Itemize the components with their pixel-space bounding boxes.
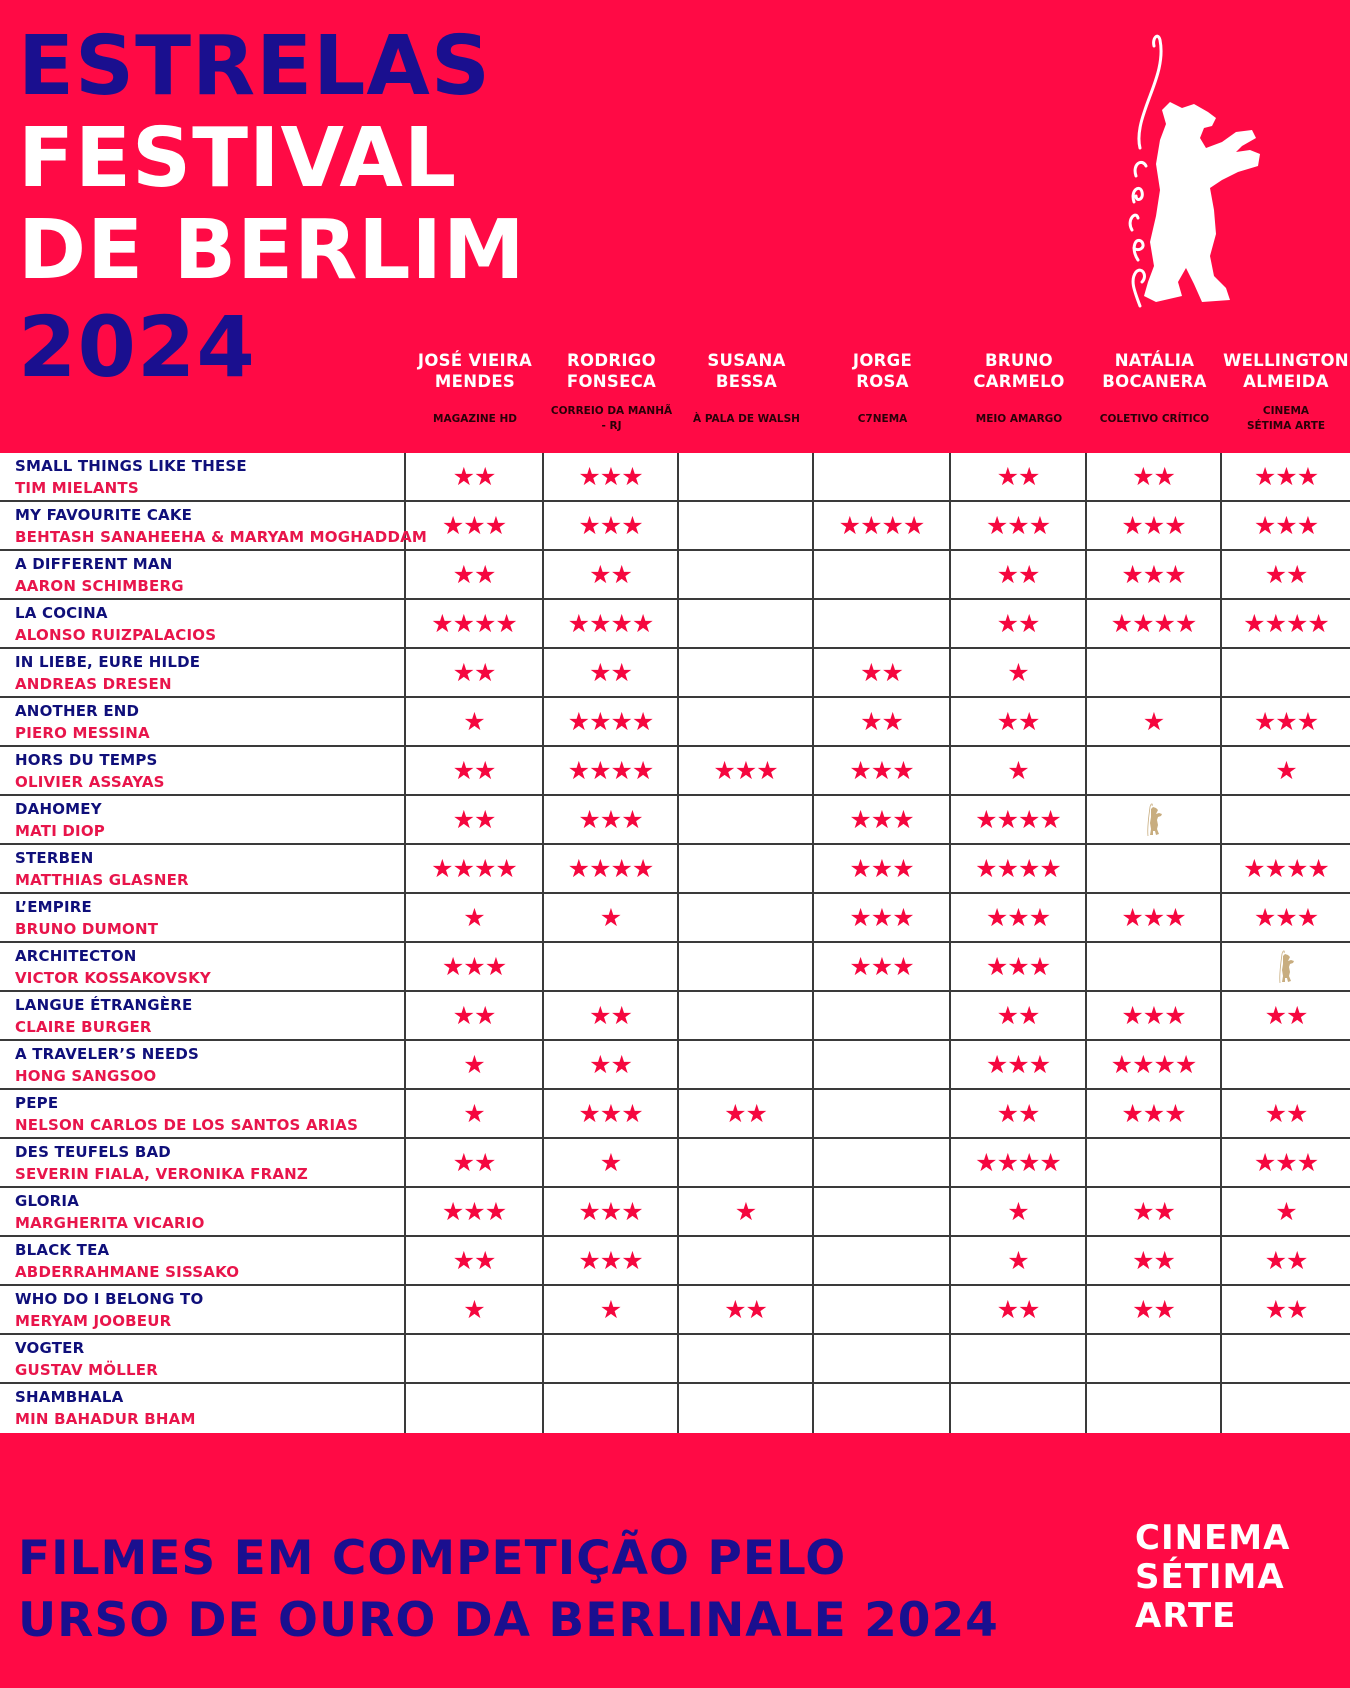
film-cell <box>0 894 406 941</box>
rating-cell <box>679 453 814 500</box>
film-director: AARON SCHIMBERG <box>15 577 184 595</box>
rating-cell: ★★ <box>406 453 544 500</box>
rating-cell <box>951 1335 1087 1382</box>
rating-cell: ★★★ <box>1087 551 1222 598</box>
rating-cell <box>814 1237 951 1284</box>
rating-cell: ★★★ <box>406 943 544 990</box>
rating-cell: ★★★★ <box>406 600 544 647</box>
ratings-table <box>0 453 1350 1433</box>
rating-cell <box>679 698 814 745</box>
film-title: L’EMPIRE <box>15 898 92 916</box>
rating-cell: ★★★ <box>544 453 679 500</box>
rating-cell <box>814 600 951 647</box>
film-director: GUSTAV MÖLLER <box>15 1361 158 1379</box>
rating-cell: ★ <box>406 698 544 745</box>
film-cell <box>0 600 406 647</box>
table-row <box>0 698 1350 747</box>
film-title: ARCHITECTON <box>15 947 137 965</box>
critic-header-row <box>406 350 1350 450</box>
rating-cell: ★★★ <box>544 1237 679 1284</box>
golden-bear-icon <box>1275 948 1297 986</box>
rating-cell: ★★★★ <box>406 845 544 892</box>
rating-cell: ★★★ <box>1087 1090 1222 1137</box>
film-title: LA COCINA <box>15 604 108 622</box>
rating-cell: ★★★ <box>814 796 951 843</box>
footer-caption: FILMES EM COMPETIÇÃO PELO URSO DE OURO DA BERLINALE 2024 <box>18 1531 999 1648</box>
rating-cell: ★★ <box>1087 1188 1222 1235</box>
rating-cell: ★★★★ <box>544 845 679 892</box>
rating-cell: ★★ <box>406 649 544 696</box>
rating-cell: ★★ <box>1087 453 1222 500</box>
rating-cell: ★★★ <box>544 502 679 549</box>
rating-cell <box>544 1384 679 1433</box>
rating-cell <box>1222 1041 1350 1088</box>
rating-cell: ★★★★ <box>544 747 679 794</box>
table-row <box>0 1188 1350 1237</box>
critic-header-6: NATÁLIA BOCANERA COLETIVO CRÍTICO <box>1087 350 1222 450</box>
film-title: PEPE <box>15 1094 59 1112</box>
rating-cell <box>679 1041 814 1088</box>
rating-cell <box>814 1188 951 1235</box>
rating-cell <box>544 1335 679 1382</box>
table-row <box>0 1286 1350 1335</box>
rating-cell <box>679 1139 814 1186</box>
rating-cell <box>1087 943 1222 990</box>
rating-cell <box>1087 747 1222 794</box>
rating-cell <box>1087 1139 1222 1186</box>
film-cell <box>0 796 406 843</box>
rating-cell <box>1087 1335 1222 1382</box>
rating-cell: ★ <box>544 894 679 941</box>
rating-cell: ★★★ <box>406 502 544 549</box>
critic-header-3: SUSANA BESSA À PALA DE WALSH <box>679 350 814 450</box>
film-title: ANOTHER END <box>15 702 140 720</box>
rating-cell: ★★ <box>951 698 1087 745</box>
rating-cell: ★★★ <box>1253 462 1319 491</box>
rating-cell: ★★ <box>1264 1246 1308 1275</box>
table-row <box>0 551 1350 600</box>
rating-cell: ★★ <box>406 1237 544 1284</box>
rating-cell: ★★★ <box>544 1090 679 1137</box>
film-cell <box>0 1188 406 1235</box>
rating-cell <box>814 1041 951 1088</box>
rating-cell <box>814 1139 951 1186</box>
rating-cell-golden-bear <box>1087 796 1222 843</box>
rating-cell: ★★★ <box>814 845 951 892</box>
rating-cell: ★★ <box>544 551 679 598</box>
rating-cell: ★★ <box>544 1041 679 1088</box>
film-title: VOGTER <box>15 1339 85 1357</box>
table-row <box>0 943 1350 992</box>
rating-cell: ★★★★ <box>1243 609 1329 638</box>
film-cell <box>0 992 406 1039</box>
berlinale-bear-logo-icon <box>1090 20 1290 330</box>
rating-cell: ★★★ <box>1087 894 1222 941</box>
rating-cell: ★★★ <box>544 1188 679 1235</box>
film-director: MATI DIOP <box>15 822 105 840</box>
rating-cell: ★ <box>1087 698 1222 745</box>
rating-cell: ★★ <box>951 453 1087 500</box>
film-director: PIERO MESSINA <box>15 724 150 742</box>
rating-cell: ★★ <box>951 600 1087 647</box>
rating-cell: ★★ <box>406 551 544 598</box>
rating-cell: ★★★★ <box>544 698 679 745</box>
table-row <box>0 894 1350 943</box>
rating-cell: ★★ <box>1264 560 1308 589</box>
rating-cell: ★★★ <box>1253 707 1319 736</box>
film-director: BRUNO DUMONT <box>15 920 159 938</box>
rating-cell <box>1087 845 1222 892</box>
film-title: HORS DU TEMPS <box>15 751 158 769</box>
cinema-setima-arte-logo: CINEMA SÉTIMA ARTE <box>1135 1518 1291 1636</box>
rating-cell: ★★ <box>1087 1237 1222 1284</box>
rating-cell: ★★ <box>406 1139 544 1186</box>
rating-cell <box>1222 796 1350 843</box>
rating-cell: ★★★ <box>1253 903 1319 932</box>
rating-cell: ★★★ <box>951 943 1087 990</box>
film-title: SHAMBHALA <box>15 1388 124 1406</box>
rating-cell <box>679 1335 814 1382</box>
rating-cell: ★★★★ <box>1087 1041 1222 1088</box>
rating-cell: ★ <box>951 649 1087 696</box>
film-cell <box>0 1237 406 1284</box>
film-director: ABDERRAHMANE SISSAKO <box>15 1263 240 1281</box>
film-cell <box>0 1041 406 1088</box>
rating-cell: ★ <box>406 894 544 941</box>
table-row <box>0 747 1350 796</box>
rating-cell: ★★★ <box>1253 1148 1319 1177</box>
golden-bear-icon <box>1143 801 1165 839</box>
rating-cell <box>1087 1384 1222 1433</box>
rating-cell: ★★★ <box>1087 502 1222 549</box>
rating-cell: ★★★★ <box>544 600 679 647</box>
rating-cell <box>1222 1384 1350 1433</box>
rating-cell: ★ <box>406 1041 544 1088</box>
film-cell <box>0 698 406 745</box>
film-title: BLACK TEA <box>15 1241 110 1259</box>
rating-cell <box>951 1384 1087 1433</box>
title-de-berlim: DE BERLIM <box>18 203 526 298</box>
film-cell <box>0 502 428 549</box>
critic-outlet: CORREIO DA MANHÃ - RJ <box>550 405 673 432</box>
film-director: HONG SANGSOO <box>15 1067 157 1085</box>
table-row <box>0 796 1350 845</box>
film-director: ANDREAS DRESEN <box>15 675 172 693</box>
rating-cell <box>814 1335 951 1382</box>
table-row <box>0 845 1350 894</box>
critic-header-2: RODRIGO FONSECA CORREIO DA MANHÃ - RJ <box>544 350 679 450</box>
rating-cell <box>814 1384 951 1433</box>
table-row <box>0 502 1350 551</box>
film-title: GLORIA <box>15 1192 80 1210</box>
table-row <box>0 1237 1350 1286</box>
critic-outlet: À PALA DE WALSH <box>693 412 800 425</box>
rating-cell: ★★ <box>814 649 951 696</box>
rating-cell <box>1087 649 1222 696</box>
film-title: STERBEN <box>15 849 94 867</box>
rating-cell <box>679 1237 814 1284</box>
rating-cell <box>679 1384 814 1433</box>
rating-cell <box>544 943 679 990</box>
film-cell <box>0 649 406 696</box>
rating-cell: ★★ <box>406 796 544 843</box>
critic-header-7: WELLINGTON ALMEIDA CINEMA SÉTIMA ARTE <box>1222 350 1350 450</box>
rating-cell: ★★★ <box>951 502 1087 549</box>
film-director: BEHTASH SANAHEEHA & MARYAM MOGHADDAM <box>15 528 428 546</box>
critic-outlet: MAGAZINE HD <box>433 412 517 425</box>
film-director: TIM MIELANTS <box>15 479 139 497</box>
film-director: ALONSO RUIZPALACIOS <box>15 626 217 644</box>
rating-cell: ★★★ <box>406 1188 544 1235</box>
table-row <box>0 649 1350 698</box>
rating-cell <box>814 453 951 500</box>
film-cell <box>0 845 406 892</box>
film-cell <box>0 1384 406 1433</box>
film-title: DAHOMEY <box>15 800 102 818</box>
rating-cell: ★★★★ <box>951 796 1087 843</box>
rating-cell: ★ <box>1275 1197 1297 1226</box>
rating-cell: ★ <box>544 1286 679 1333</box>
film-title: A TRAVELER’S NEEDS <box>15 1045 200 1063</box>
film-director: MATTHIAS GLASNER <box>15 871 189 889</box>
film-title: WHO DO I BELONG TO <box>15 1290 204 1308</box>
film-cell <box>0 747 406 794</box>
rating-cell: ★★★★ <box>951 1139 1087 1186</box>
rating-cell <box>1222 649 1350 696</box>
title-festival: FESTIVAL <box>18 111 458 206</box>
rating-cell: ★ <box>951 1188 1087 1235</box>
rating-cell: ★★★ <box>679 747 814 794</box>
film-director: OLIVIER ASSAYAS <box>15 773 165 791</box>
rating-cell: ★★ <box>679 1286 814 1333</box>
rating-cell: ★ <box>1275 756 1297 785</box>
rating-cell <box>814 551 951 598</box>
rating-cell <box>679 649 814 696</box>
rating-cell: ★★ <box>951 551 1087 598</box>
film-director: MERYAM JOOBEUR <box>15 1312 172 1330</box>
table-row <box>0 1384 1350 1433</box>
critic-outlet: C7NEMA <box>857 412 908 425</box>
critic-header-1: JOSÉ VIEIRA MENDES MAGAZINE HD <box>406 350 544 450</box>
poster-header <box>0 0 1350 453</box>
film-cell <box>0 551 406 598</box>
critic-outlet: COLETIVO CRÍTICO <box>1099 412 1210 425</box>
rating-cell: ★★★ <box>814 894 951 941</box>
rating-cell: ★★ <box>679 1090 814 1137</box>
rating-cell: ★★★ <box>544 796 679 843</box>
film-title: MY FAVOURITE CAKE <box>15 506 193 524</box>
table-row <box>0 1090 1350 1139</box>
rating-cell: ★★★★ <box>1087 600 1222 647</box>
rating-cell: ★★ <box>406 992 544 1039</box>
rating-cell <box>679 502 814 549</box>
film-title: A DIFFERENT MAN <box>15 555 173 573</box>
film-title: IN LIEBE, EURE HILDE <box>15 653 201 671</box>
rating-cell: ★★ <box>406 747 544 794</box>
rating-cell <box>679 796 814 843</box>
rating-cell: ★★ <box>814 698 951 745</box>
critic-outlet: CINEMA SÉTIMA ARTE <box>1246 405 1326 432</box>
title-estrelas: ESTRELAS <box>18 19 491 114</box>
poster-footer <box>0 1482 1350 1688</box>
table-row <box>0 1139 1350 1188</box>
rating-cell <box>406 1335 544 1382</box>
rating-cell <box>1222 1335 1350 1382</box>
critic-header-4: JORGE ROSA C7NEMA <box>814 350 951 450</box>
rating-cell: ★ <box>951 1237 1087 1284</box>
film-cell <box>0 1090 406 1137</box>
table-row <box>0 453 1350 502</box>
film-director: MIN BAHADUR BHAM <box>15 1410 196 1428</box>
table-row <box>0 600 1350 649</box>
film-cell <box>0 943 406 990</box>
film-title: DES TEUFELS BAD <box>15 1143 171 1161</box>
table-row <box>0 992 1350 1041</box>
table-row <box>0 1041 1350 1090</box>
rating-cell <box>406 1384 544 1433</box>
rating-cell: ★★★★ <box>951 845 1087 892</box>
rating-cell <box>679 600 814 647</box>
rating-cell <box>679 845 814 892</box>
rating-cell: ★ <box>951 747 1087 794</box>
rating-cell-golden-bear <box>1222 943 1350 990</box>
title-year: 2024 <box>18 298 256 396</box>
rating-cell: ★★★★ <box>1243 854 1329 883</box>
film-director: SEVERIN FIALA, VERONIKA FRANZ <box>15 1165 308 1183</box>
rating-cell: ★★ <box>951 1090 1087 1137</box>
rating-cell: ★ <box>679 1188 814 1235</box>
table-row <box>0 1335 1350 1384</box>
rating-cell: ★★ <box>951 992 1087 1039</box>
rating-cell: ★★ <box>1264 1001 1308 1030</box>
rating-cell: ★★★ <box>814 747 951 794</box>
rating-cell: ★★ <box>1087 1286 1222 1333</box>
rating-cell <box>679 992 814 1039</box>
rating-cell <box>679 551 814 598</box>
film-cell <box>0 453 406 500</box>
film-director: MARGHERITA VICARIO <box>15 1214 205 1232</box>
rating-cell: ★★★ <box>814 943 951 990</box>
rating-cell: ★★★★ <box>814 502 951 549</box>
rating-cell <box>814 992 951 1039</box>
rating-cell: ★ <box>406 1286 544 1333</box>
rating-cell <box>679 943 814 990</box>
rating-cell: ★ <box>544 1139 679 1186</box>
rating-cell: ★★ <box>544 992 679 1039</box>
rating-cell: ★★★ <box>951 1041 1087 1088</box>
rating-cell: ★★★ <box>1253 511 1319 540</box>
film-director: CLAIRE BURGER <box>15 1018 152 1036</box>
film-cell <box>0 1286 406 1333</box>
rating-cell <box>814 1286 951 1333</box>
film-director: NELSON CARLOS DE LOS SANTOS ARIAS <box>15 1116 359 1134</box>
rating-cell: ★★★ <box>1087 992 1222 1039</box>
rating-cell: ★★★ <box>951 894 1087 941</box>
critic-header-5: BRUNO CARMELO MEIO AMARGO <box>951 350 1087 450</box>
rating-cell: ★ <box>406 1090 544 1137</box>
rating-cell <box>679 894 814 941</box>
film-title: SMALL THINGS LIKE THESE <box>15 457 247 475</box>
rating-cell <box>814 1090 951 1137</box>
film-director: VICTOR KOSSAKOVSKY <box>15 969 211 987</box>
film-cell <box>0 1335 406 1382</box>
rating-cell: ★★ <box>544 649 679 696</box>
rating-cell: ★★ <box>1264 1099 1308 1128</box>
rating-cell: ★★ <box>1264 1295 1308 1324</box>
rating-cell: ★★ <box>951 1286 1087 1333</box>
film-title: LANGUE ÉTRANGÈRE <box>15 996 193 1014</box>
critic-outlet: MEIO AMARGO <box>975 412 1063 425</box>
film-cell <box>0 1139 406 1186</box>
